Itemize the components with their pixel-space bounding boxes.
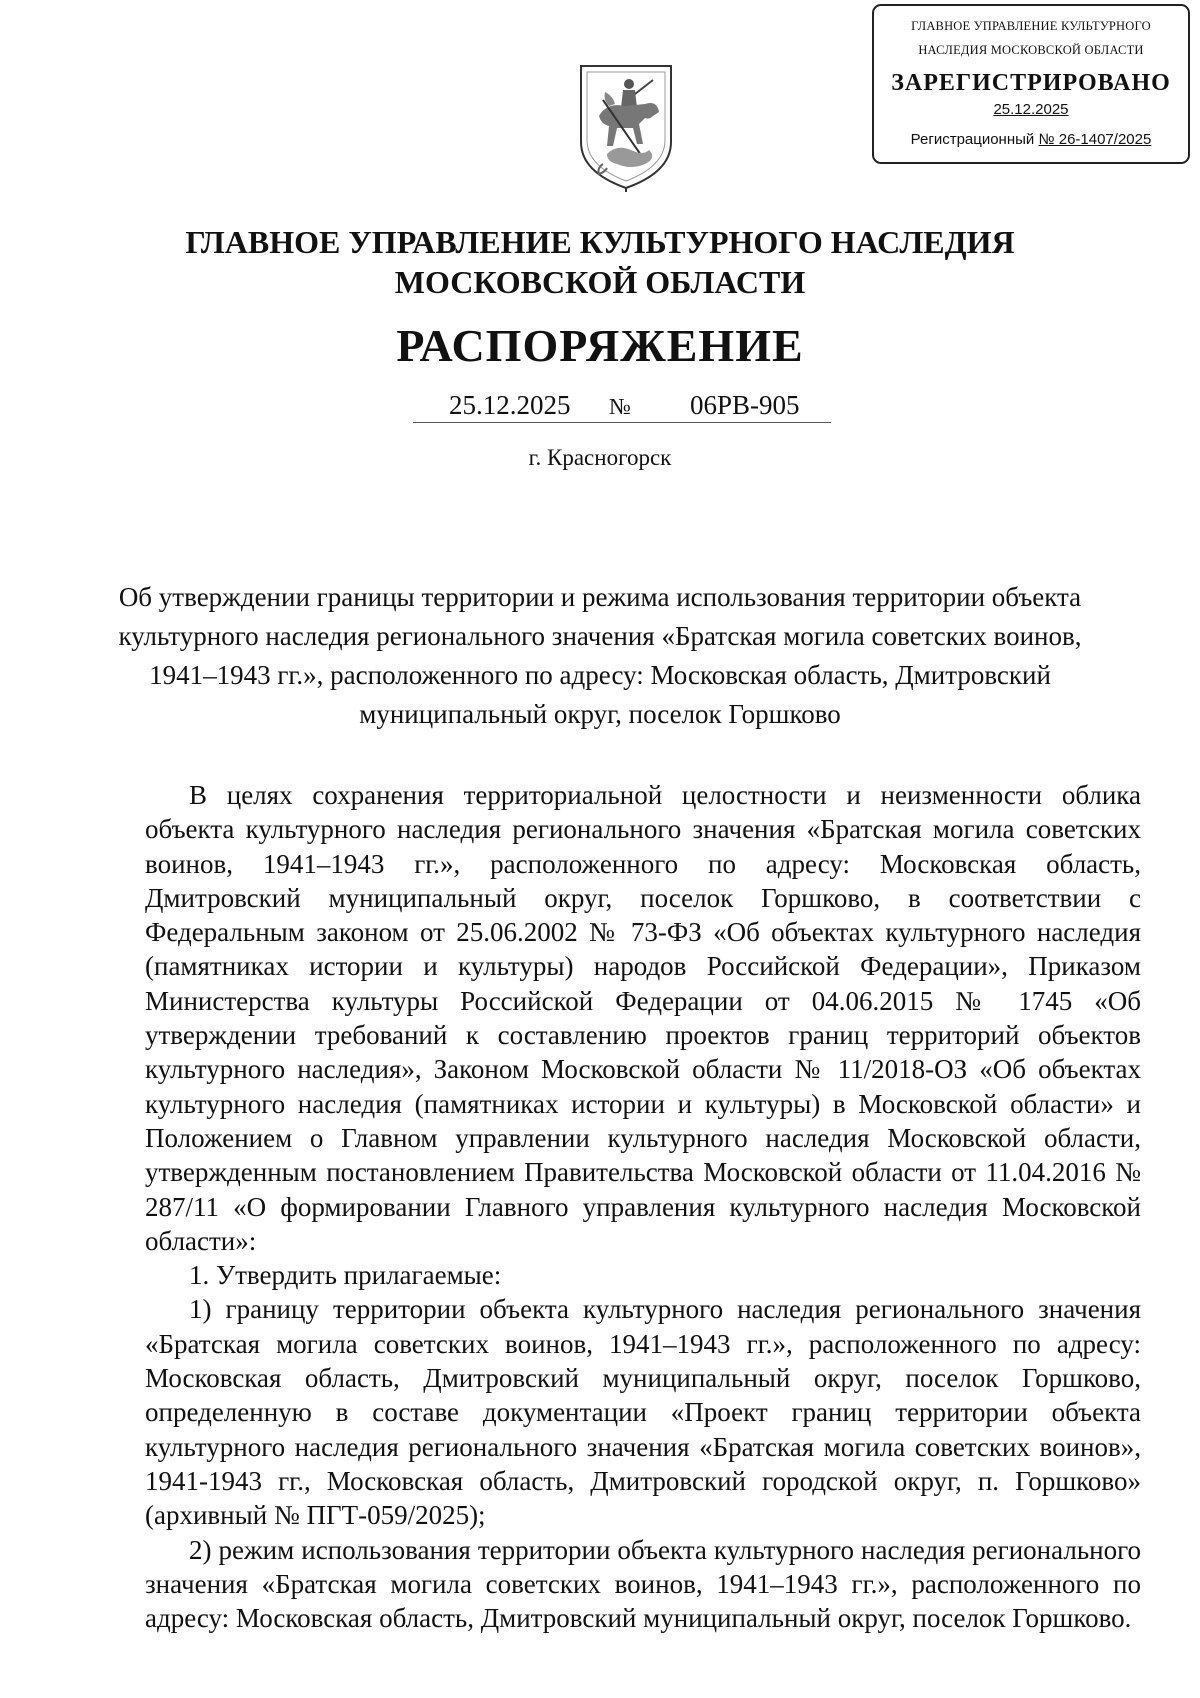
item-1-1-paragraph: 1) границу территории объекта культурного наследия регионального значения «Братская могила советских воинов, 1941–1943 гг.», расположенного по адресу: Московская область, Дмитровский муниципальный округ, поселок Горшково, определенную в составе документации «Проект границ территории объекта культурного наследия регионального значения «Братская могила советских воинов», 1941-1943 гг., Московская область, Дмитровский городской округ, п. Горшково» (архивный № ПГТ-059/2025); bbox=[145, 1294, 1141, 1531]
document-number: 06РВ-905 bbox=[690, 390, 800, 420]
stamp-organization bbox=[874, 14, 1188, 61]
registration-stamp bbox=[872, 4, 1190, 164]
stamp-org-line1: ГЛАВНОЕ УПРАВЛЕНИЕ КУЛЬТУРНОГО bbox=[911, 19, 1151, 33]
document-date-number bbox=[413, 390, 831, 423]
document-heading bbox=[110, 578, 1090, 734]
stamp-org-line2: НАСЛЕДИЯ МОСКОВСКОЙ ОБЛАСТИ bbox=[918, 43, 1144, 57]
document-date: 25.12.2025 bbox=[449, 390, 571, 420]
document-body bbox=[145, 778, 1141, 1635]
preamble-paragraph: В целях сохранения территориальной целостности и неизменности облика объекта культурного наследия регионального значения «Братская могила советских воинов, 1941–1943 гг.», расположенного по адресу: Московская область, Дмитровский муниципальный округ, поселок Горшково, в соответствии с Федеральным законом от 25.06.2002 № 73-ФЗ «Об объектах культурного наследия (памятниках истории и культуры) народов Российской Федерации», Приказом Министерства культуры Российской Федерации от 04.06.2015 № 1745 «Об утверждении требований к составлению проектов границ территорий объектов культурного наследия», Законом Московской области № 11/2018-ОЗ «Об объектах культурного наследия (памятниках истории и культуры) в Московской области» и Положением о Главном управлении культурного наследия Московской области, утвержденным постановлением Правительства Московской области от 11.04.2016 № 287/11 «О формировании Главного управления культурного наследия Московской области»: bbox=[145, 780, 1141, 1256]
item-1-paragraph: 1. Утвердить прилагаемые: bbox=[189, 1260, 502, 1291]
heading-line1: Об утверждении границы территории и режима использования территории объекта bbox=[118, 582, 1082, 612]
stamp-date: 25.12.2025 bbox=[993, 101, 1069, 118]
stamp-reg-number: № 26-1407/2025 bbox=[1038, 131, 1152, 148]
number-sign: № bbox=[609, 394, 631, 419]
heading-line4: муниципальный округ, поселок Горшково bbox=[359, 699, 841, 729]
org-title-line1: ГЛАВНОЕ УПРАВЛЕНИЕ КУЛЬТУРНОГО НАСЛЕДИЯ bbox=[185, 224, 1015, 260]
stamp-registration-number bbox=[874, 129, 1188, 151]
document-city: г. Красногорск bbox=[528, 445, 672, 470]
heading-line3: 1941–1943 гг.», расположенного по адресу: Московская область, Дмитровский bbox=[149, 660, 1051, 690]
stamp-status: ЗАРЕГИСТРИРОВАНО bbox=[891, 70, 1171, 96]
moscow-region-coat-of-arms-icon bbox=[573, 60, 679, 193]
org-title-line2: МОСКОВСКОЙ ОБЛАСТИ bbox=[394, 264, 806, 300]
heading-line2: культурного наследия регионального значения «Братская могила советских воинов, bbox=[118, 621, 1082, 651]
item-1-2-paragraph: 2) режим использования территории объекта культурного наследия регионального значения «Братская могила советских воинов, 1941–1943 гг.», расположенного по адресу: Московская область, Дмитровский муниципальный округ, поселок Горшково. bbox=[145, 1534, 1141, 1634]
organization-title bbox=[0, 222, 1200, 302]
stamp-reg-label: Регистрационный bbox=[910, 131, 1035, 148]
document-type: РАСПОРЯЖЕНИЕ bbox=[396, 320, 804, 371]
